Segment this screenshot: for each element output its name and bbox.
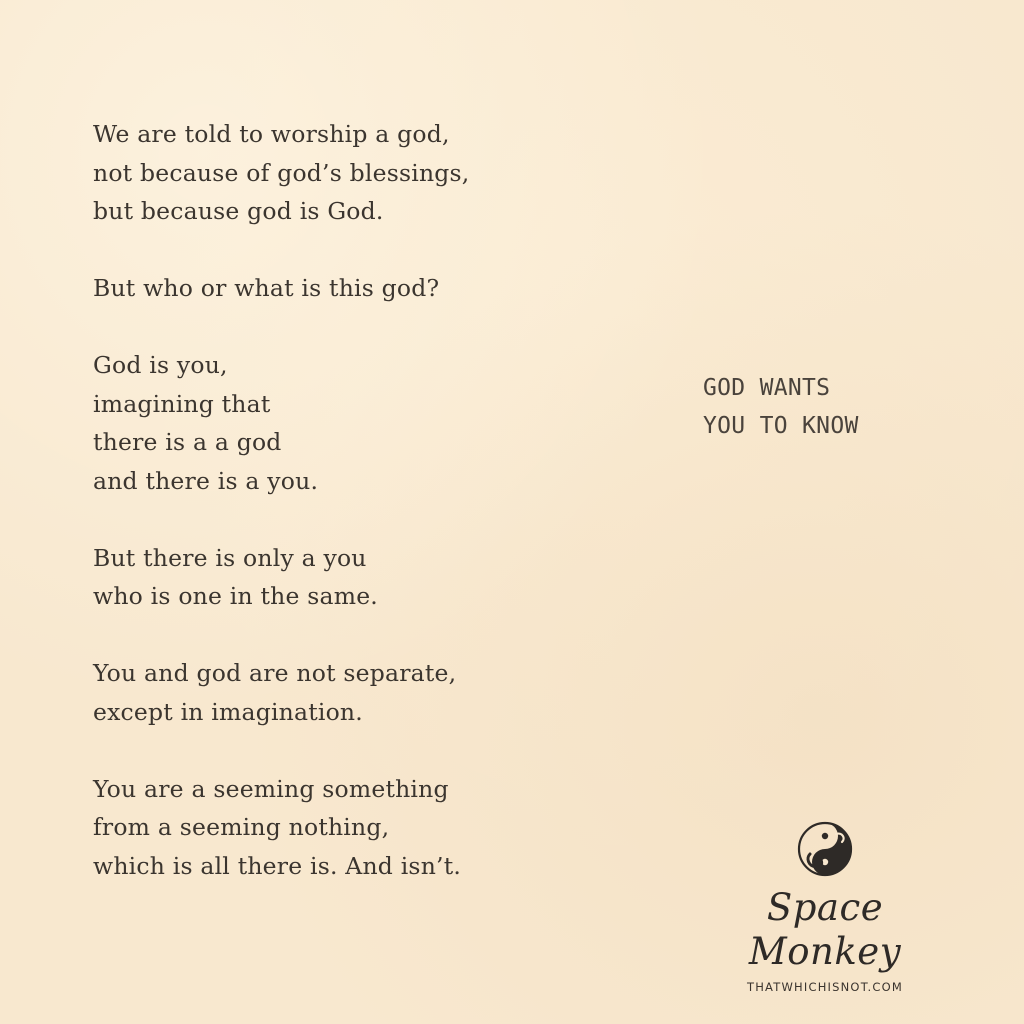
side-title-line-1: GOD WANTS [703, 375, 831, 401]
poem-line: God is you, [93, 351, 228, 379]
poem-line: You and god are not separate, [93, 659, 457, 687]
poem-line: imagining that [93, 389, 271, 418]
poem-line: not because of god’s blessings, [93, 158, 470, 187]
brand-url: THATWHICHISNOT.COM [746, 980, 904, 994]
poem-line: You are a seeming something [93, 774, 449, 803]
brand-block [690, 820, 960, 994]
poem-stanza-1 [93, 115, 653, 231]
poem-line: there is a a god [93, 428, 282, 456]
side-title [703, 369, 859, 445]
poem-line: from a seeming nothing, [93, 813, 390, 841]
poem-line: but because god is God. [93, 197, 384, 225]
poem [93, 115, 653, 885]
poem-stanza-6 [93, 770, 653, 886]
poem-line: which is all there is. And isn’t. [93, 851, 462, 880]
space-monkey-logo-icon [796, 820, 854, 878]
poem-line: and there is a you. [93, 466, 319, 495]
poem-stanza-3 [93, 346, 653, 500]
poem-line: We are told to worship a god, [93, 120, 450, 148]
poem-line: who is one in the same. [93, 582, 378, 610]
poem-stanza-4 [93, 539, 653, 616]
brand-name: Space Monkey [748, 886, 902, 973]
poem-stanza-5 [93, 654, 653, 731]
poem-line: But there is only a you [93, 543, 367, 572]
poem-stanza-2 [93, 269, 653, 308]
poem-line: except in imagination. [93, 697, 363, 726]
side-title-line-2: YOU TO KNOW [703, 413, 859, 439]
poem-line: But who or what is this god? [93, 274, 440, 302]
